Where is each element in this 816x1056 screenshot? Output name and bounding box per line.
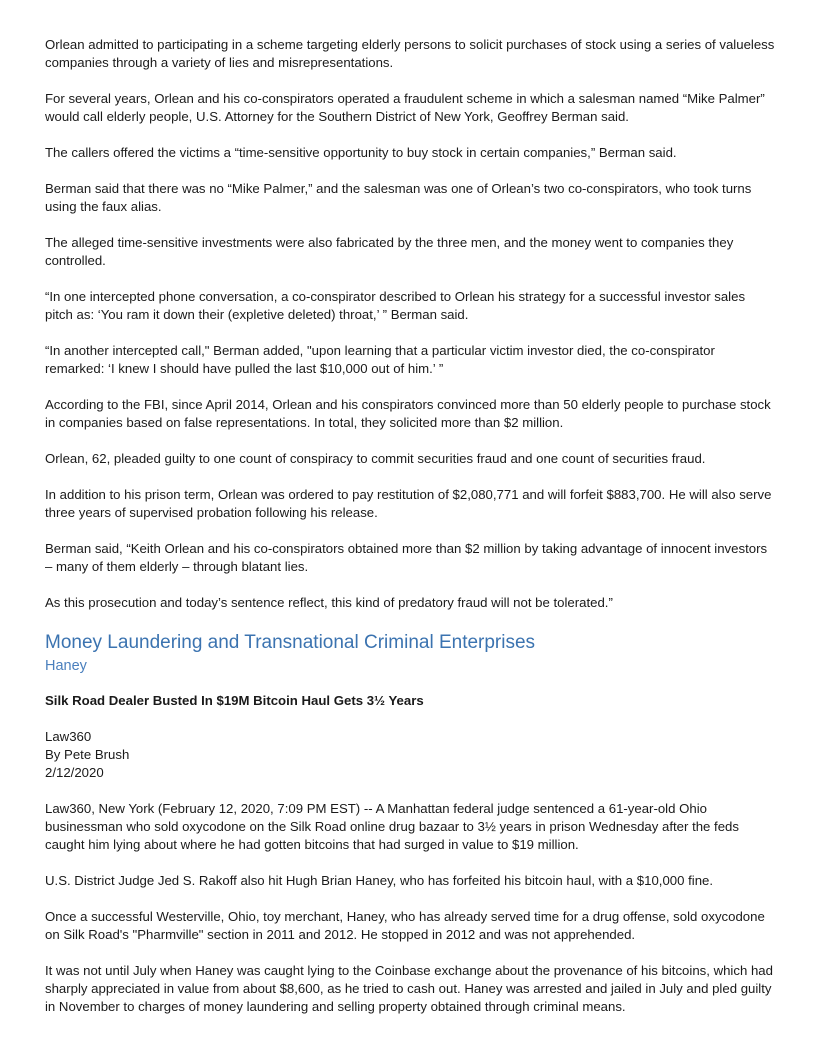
- paragraph: The alleged time-sensitive investments were also fabricated by the three men, and the money went to companies they controlled.: [45, 235, 734, 268]
- article-paragraph: It was not until July when Haney was caught lying to the Coinbase exchange about the provenance of his bitcoins, which had sharply appreciated in value from about $8,600, as he tried to cash out. Haney was arrested and jailed in July and pled guilty in November to charges of money laundering and selling property obtained through criminal means.: [45, 963, 773, 1014]
- paragraph: Orlean, 62, pleaded guilty to one count of conspiracy to commit securities fraud and one count of securities fraud.: [45, 451, 706, 466]
- article-paragraph: Once a successful Westerville, Ohio, toy merchant, Haney, who has already served time for a drug offense, sold oxycodone on Silk Road's "Pharmville" section in 2011 and 2012. He stopped in 2012 and was not apprehended.: [45, 909, 765, 942]
- article-title: Silk Road Dealer Busted In $19M Bitcoin Haul Gets 3½ Years: [45, 693, 424, 708]
- paragraph: Berman said, “Keith Orlean and his co-conspirators obtained more than $2 million by taking advantage of innocent investors – many of them elderly – through blatant lies.: [45, 541, 768, 574]
- section-subheading: Haney: [45, 658, 87, 674]
- paragraph: “In another intercepted call," Berman added, "upon learning that a particular victim investor died, the co-conspirator remarked: ‘I knew I should have pulled the last $10,000 out of him.’ ”: [45, 343, 715, 376]
- paragraph: The callers offered the victims a “time-sensitive opportunity to buy stock in certain companies,” Berman said.: [45, 145, 677, 160]
- section-heading: Money Laundering and Transnational Criminal Enterprises: [45, 632, 536, 653]
- paragraph: Berman said that there was no “Mike Palmer,” and the salesman was one of Orlean’s two co-conspirators, who took turns using the faux alias.: [45, 181, 752, 214]
- document-page: [45, 36, 775, 1016]
- paragraph: In addition to his prison term, Orlean was ordered to pay restitution of $2,080,771 and will forfeit $883,700. He will also serve three years of supervised probation following his release.: [45, 487, 772, 520]
- paragraph: For several years, Orlean and his co-conspirators operated a fraudulent scheme in which a salesman named “Mike Palmer” would call elderly people, U.S. Attorney for the Southern District of New York, Geoffrey Berman said.: [45, 91, 765, 124]
- article-paragraph: U.S. District Judge Jed S. Rakoff also hit Hugh Brian Haney, who has forfeited his bitcoin haul, with a $10,000 fine.: [45, 873, 714, 888]
- paragraph: “In one intercepted phone conversation, a co-conspirator described to Orlean his strategy for a successful investor sales pitch as: ‘You ram it down their (expletive deleted) throat,’ ” Berman said.: [45, 289, 746, 322]
- article-meta: [45, 728, 775, 782]
- article-date: 2/12/2020: [45, 765, 104, 780]
- paragraph: As this prosecution and today’s sentence reflect, this kind of predatory fraud will not be tolerated.”: [45, 595, 613, 610]
- paragraph: Orlean admitted to participating in a scheme targeting elderly persons to solicit purchases of stock using a series of valueless companies through a variety of lies and misrepresentations.: [45, 37, 775, 70]
- article-byline: By Pete Brush: [45, 747, 130, 762]
- paragraph: According to the FBI, since April 2014, Orlean and his conspirators convinced more than 50 elderly people to purchase stock in companies based on false representations. In total, they solicited more than $2 million.: [45, 397, 771, 430]
- article-paragraph: Law360, New York (February 12, 2020, 7:09 PM EST) -- A Manhattan federal judge sentenced a 61-year-old Ohio businessman who sold oxycodone on the Silk Road online drug bazaar to 3½ years in prison Wednesday after the feds caught him lying about where he had gotten bitcoins that had surged in value to $19 million.: [45, 801, 739, 852]
- article-source: Law360: [45, 729, 92, 744]
